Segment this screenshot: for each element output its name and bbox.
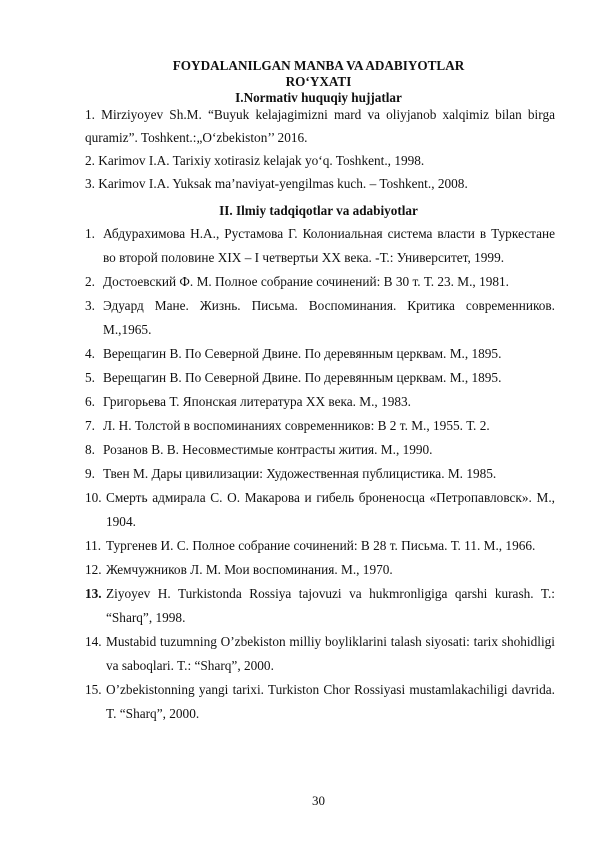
section-heading-normative: I.Normativ huquqiy hujjatlar — [235, 90, 402, 105]
list-item — [85, 630, 555, 678]
item-number: 6. — [85, 394, 95, 409]
item-text: Жемчужников Л. М. Мои воспоминания. М., 1970. — [106, 562, 393, 577]
item-number: 10. — [85, 490, 102, 505]
list-item — [85, 222, 555, 270]
normative-item-3: 3. Karimov I.A. Yuksak ma’naviyat-yengilmas kuch. – Toshkent., 2008. — [85, 176, 468, 191]
item-text: Ziyoyev H. Turkistonda Rossiya tajovuzi va hukmronligiga qarshi kurash. T.: “Sharq”, 1998. — [106, 586, 555, 625]
item-number: 9. — [85, 466, 95, 481]
page-title-continued: RO‘YXATI — [285, 74, 352, 89]
literature-list — [85, 222, 555, 726]
normative-item-1: 1. Mirziyoyev Sh.M. “Buyuk kelajagimizni mard va oliyjanob xalqimiz bilan birga quramiz”. Toshkent.:„O‘zbekiston’’ 2016. — [85, 107, 555, 145]
list-item — [85, 486, 555, 534]
item-number: 3. — [85, 298, 95, 313]
list-item — [85, 342, 555, 366]
item-number: 12. — [85, 562, 102, 577]
list-item — [85, 678, 555, 726]
item-number: 14. — [85, 634, 102, 649]
list-item — [85, 270, 555, 294]
item-number: 13. — [85, 586, 102, 601]
list-item — [85, 390, 555, 414]
item-text: Смерть адмирала С. О. Макарова и гибель броненосца «Петропавловск». М., 1904. — [106, 490, 555, 529]
item-text: Эдуард Мане. Жизнь. Письма. Воспоминания. Критика современников. М.,1965. — [103, 298, 555, 337]
item-text: Твен М. Дары цивилизации: Художественная публицистика. М. 1985. — [103, 466, 497, 481]
list-item — [85, 414, 555, 438]
item-number: 8. — [85, 442, 95, 457]
list-item — [85, 438, 555, 462]
item-text: Абдурахимова Н.А., Рустамова Г. Колониальная система власти в Туркестане во второй половине XIX – I четвертьи XX века. -Т.: Университет, 1999. — [103, 226, 555, 265]
page-number: 30 — [312, 793, 325, 808]
item-text: O’zbekistonning yangi tarixi. Turkiston Chor Rossiyasi mustamlakachiligi davrida. T. “Sharq”, 2000. — [106, 682, 555, 721]
item-number: 5. — [85, 370, 95, 385]
item-text: Достоевский Ф. М. Полное собрание сочинений: В 30 т. Т. 23. М., 1981. — [103, 274, 509, 289]
normative-item-2: 2. Karimov I.A. Tarixiy xotirasiz kelajak yo‘q. Toshkent., 1998. — [85, 153, 425, 168]
item-text: Верещагин В. По Северной Двине. По деревянным церквам. М., 1895. — [103, 370, 502, 385]
list-item — [85, 534, 555, 558]
item-text: Л. Н. Толстой в воспоминаниях современников: В 2 т. М., 1955. Т. 2. — [103, 418, 490, 433]
item-number: 7. — [85, 418, 95, 433]
item-number: 4. — [85, 346, 95, 361]
item-text: Розанов В. В. Несовместимые контрасты жития. М., 1990. — [103, 442, 433, 457]
list-item — [85, 294, 555, 342]
list-item — [85, 582, 555, 630]
item-text: Mustabid tuzumning O’zbekiston milliy boyliklarini talash siyosati: tarix shohidligi va saboqlari. T.: “Sharq”, 2000. — [106, 634, 555, 673]
list-item — [85, 366, 555, 390]
item-number: 1. — [85, 226, 95, 241]
item-text: Тургенев И. С. Полное собрание сочинений: В 28 т. Письма. Т. 11. М., 1966. — [106, 538, 536, 553]
item-text: Верещагин В. По Северной Двине. По деревянным церквам. М., 1895. — [103, 346, 502, 361]
list-item — [85, 462, 555, 486]
list-item — [85, 558, 555, 582]
item-number: 2. — [85, 274, 95, 289]
item-number: 11. — [85, 538, 102, 553]
item-text: Григорьева Т. Японская литература XX века. М., 1983. — [103, 394, 412, 409]
item-number: 15. — [85, 682, 102, 697]
page-title: FOYDALANILGAN MANBA VA ADABIYOTLAR — [172, 58, 465, 73]
section-heading-research: II. Ilmiy tadqiqotlar va adabiyotlar — [219, 203, 418, 218]
